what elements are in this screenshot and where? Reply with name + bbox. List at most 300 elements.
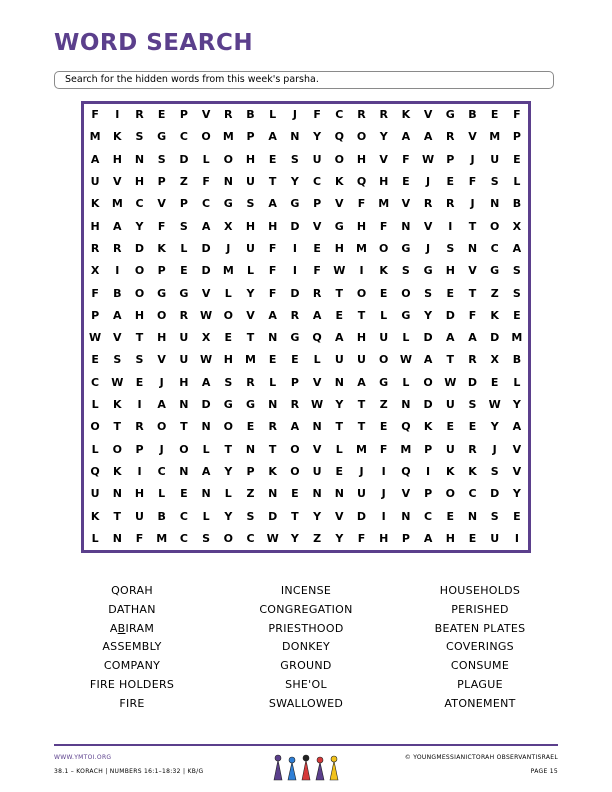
grid-letter: O [356,130,367,144]
grid-letter: A [423,353,433,367]
grid-letter: U [312,464,322,478]
grid-letter: G [423,264,433,278]
grid-letter: U [445,442,455,456]
grid-letter: M [156,531,168,545]
grid-letter: N [223,175,233,189]
grid-letter: P [246,130,255,144]
grid-letter: A [290,420,300,434]
grid-letter: V [113,331,122,345]
grid-letter: U [90,487,100,501]
grid-letter: B [113,286,122,300]
grid-letter: N [467,241,478,255]
word-list-item: FIRE HOLDERS [89,678,175,691]
footer-website: WWW.YMTOI.ORG [54,754,112,761]
grid-letter: A [201,375,211,389]
grid-letter: P [424,442,433,456]
grid-letter: W [333,264,346,278]
grid-letter: C [135,197,144,211]
grid-letter: D [201,264,211,278]
grid-letter: T [357,398,366,412]
grid-letter: C [179,130,188,144]
grid-letter: O [157,308,167,322]
grid-letter: R [135,108,144,122]
grid-letter: Q [312,331,322,345]
grid-letter: Z [179,175,188,189]
word-list-item: COMPANY [103,659,161,673]
grid-letter: O [112,442,122,456]
grid-letter: G [223,197,233,211]
grid-letter: R [113,241,122,255]
grid-letter: S [490,175,499,189]
grid-letter: Y [313,509,322,523]
grid-letter: P [246,464,255,478]
grid-letter: G [157,130,167,144]
grid-letter: K [268,464,277,478]
grid-letter: P [157,175,166,189]
grid-letter: L [202,152,210,166]
grid-letter: F [357,531,366,545]
word-list-item: PLAGUE [457,678,503,691]
grid-letter: N [334,487,344,501]
grid-letter: O [201,130,211,144]
grid-letter: B [157,509,166,523]
grid-letter: A [512,420,522,434]
footer-copyright: © YOUNGMESSIANICTORAH OBSERVANTISRAEL [404,754,558,761]
grid-letter: J [470,152,475,166]
grid-letter: S [246,197,255,211]
grid-letter: R [379,108,388,122]
grid-letter: T [357,308,366,322]
grid-letter: G [401,241,411,255]
grid-letter: F [357,197,366,211]
grid-letter: T [224,442,233,456]
grid-letter: B [468,108,477,122]
grid-letter: V [335,509,344,523]
grid-letter: T [335,286,344,300]
grid-letter: K [335,175,344,189]
grid-letter: P [313,197,322,211]
grid-letter: J [470,197,475,211]
grid-letter: E [180,264,188,278]
grid-letter: S [401,264,410,278]
grid-letter: H [268,219,278,233]
footer-reference: 38.1 – KORACH | NUMBERS 16:1–18:32 | KB/G [54,768,204,775]
grid-letter: S [290,152,299,166]
grid-letter: K [90,197,100,211]
grid-letter: A [423,130,433,144]
grid-letter: T [446,353,455,367]
grid-letter: U [179,331,189,345]
grid-letter: R [135,420,144,434]
grid-letter: F [379,219,388,233]
grid-letter: G [379,375,389,389]
grid-letter: M [222,130,234,144]
grid-letter: H [379,175,389,189]
grid-letter: E [490,375,499,389]
grid-letter: W [488,398,501,412]
grid-letter: S [157,152,166,166]
grid-letter: A [113,308,122,322]
grid-letter: V [201,108,211,122]
grid-letter: L [513,375,521,389]
grid-letter: V [335,197,344,211]
grid-letter: Z [379,398,388,412]
grid-letter: L [202,509,210,523]
grid-letter: N [312,420,322,434]
grid-letter: R [224,108,233,122]
word-list-item: HOUSEHOLDS [439,584,521,597]
grid-letter: S [490,509,499,523]
grid-letter: V [468,264,477,278]
grid-letter: U [135,509,144,523]
grid-letter: O [401,286,411,300]
grid-letter: H [445,264,455,278]
grid-letter: B [246,108,255,122]
grid-letter: E [291,353,299,367]
grid-letter: X [490,353,499,367]
grid-letter: V [468,130,477,144]
grid-letter: L [380,308,388,322]
grid-letter: U [490,152,500,166]
grid-letter: D [423,331,433,345]
word-list-item: PERISHED [451,602,509,616]
grid-letter: Q [90,464,100,478]
grid-letter: P [91,308,100,322]
grid-letter: G [401,308,411,322]
grid-letter: A [90,152,100,166]
grid-letter: F [202,175,210,189]
grid-letter: O [223,420,233,434]
grid-letter: Y [224,464,233,478]
grid-letter: W [89,331,102,345]
grid-letter: I [137,398,142,412]
grid-letter: Y [290,531,299,545]
grid-letter: H [112,152,122,166]
grid-letter: E [180,487,188,501]
grid-letter: R [357,108,366,122]
word-list-item: SWALLOWED [268,696,344,710]
grid-letter: A [157,398,166,412]
grid-letter: H [356,331,367,345]
grid-letter: F [157,219,166,233]
word-list-item: ASSEMBLY [102,640,162,654]
grid-letter: N [268,487,278,501]
grid-letter: P [179,197,188,211]
grid-letter: I [292,241,297,255]
grid-letter: O [423,375,433,389]
grid-letter: E [135,375,144,389]
grid-letter: C [202,197,211,211]
grid-letter: F [268,241,277,255]
grid-letter: D [268,509,278,523]
footer-divider [54,744,558,746]
grid-letter: I [115,108,120,122]
grid-letter: O [134,286,145,300]
grid-letter: E [446,175,455,189]
grid-letter: T [113,420,122,434]
grid-letter: A [468,331,477,345]
grid-letter: S [179,219,188,233]
word-list-item: CONGREGATION [259,602,353,616]
grid-letter: H [245,219,256,233]
grid-letter: U [179,353,189,367]
grid-letter: H [134,175,145,189]
grid-letter: O [223,308,233,322]
grid-letter: A [423,531,433,545]
grid-letter: J [226,241,231,255]
word-list-item: INCENSE [280,584,332,597]
word-list-item: FIRE [119,696,145,710]
grid-letter: X [201,331,211,345]
grid-letter: N [112,487,122,501]
grid-letter: A [268,308,277,322]
grid-letter: O [223,152,233,166]
grid-letter: H [134,487,145,501]
grid-letter: Y [224,509,233,523]
grid-letter: M [511,331,523,345]
grid-letter: I [115,264,120,278]
grid-letter: P [290,375,299,389]
children-logo-icon [268,752,348,782]
grid-letter: X [224,219,233,233]
grid-letter: E [291,487,299,501]
grid-letter: O [490,219,500,233]
grid-letter: H [90,219,100,233]
grid-letter: T [135,331,144,345]
grid-letter: W [422,152,435,166]
grid-letter: V [113,175,122,189]
grid-letter: E [335,464,344,478]
grid-letter: N [245,442,256,456]
grid-letter: A [268,197,277,211]
grid-letter: Y [424,308,433,322]
word-list-item: CONSUME [450,659,510,673]
grid-letter: D [490,487,500,501]
grid-letter: T [468,286,477,300]
grid-letter: E [246,420,255,434]
grid-letter: J [159,442,164,456]
grid-letter: N [268,398,278,412]
grid-letter: M [356,442,367,456]
grid-letter: T [268,442,277,456]
grid-letter: A [201,219,211,233]
grid-letter: P [135,442,144,456]
grid-letter: N [401,219,411,233]
grid-letter: C [91,375,100,389]
grid-letter: I [426,464,431,478]
grid-letter: T [268,175,277,189]
grid-letter: L [180,241,188,255]
grid-letter: G [490,264,500,278]
word-list-item: BEATEN PLATES [434,621,526,635]
footer-page-number: PAGE 15 [530,768,558,775]
grid-letter: H [223,353,233,367]
grid-letter: W [444,375,457,389]
grid-letter: E [157,108,166,122]
word-list-item: PRIESTHOOD [268,621,344,635]
grid-letter: L [269,108,277,122]
grid-letter: K [90,509,100,523]
grid-letter: U [445,398,455,412]
grid-letter: N [112,531,122,545]
word-list-item: GROUND [280,659,332,673]
grid-letter: X [512,219,522,233]
grid-letter: H [356,219,367,233]
grid-letter: T [246,331,255,345]
grid-letter: F [313,264,321,278]
grid-letter: A [357,375,366,389]
grid-letter: M [400,442,412,456]
grid-letter: C [335,108,344,122]
grid-letter: N [467,509,478,523]
grid-letter: O [90,420,100,434]
grid-letter: C [468,487,477,501]
grid-letter: F [135,531,144,545]
grid-letter: P [401,531,410,545]
grid-letter: P [512,130,521,144]
grid-letter: C [424,509,433,523]
grid-letter: U [246,175,255,189]
grid-letter: O [179,442,189,456]
grid-letter: V [312,375,322,389]
grid-letter: I [381,509,386,523]
grid-letter: U [357,353,366,367]
grid-letter: N [268,331,278,345]
grid-letter: R [246,375,255,389]
grid-letter: W [200,353,213,367]
grid-letter: O [223,531,233,545]
grid-letter: H [356,152,367,166]
grid-letter: H [379,531,389,545]
grid-letter: D [201,241,211,255]
grid-letter: T [113,509,122,523]
grid-letter: R [468,353,477,367]
grid-letter: M [378,197,390,211]
grid-letter: U [379,331,389,345]
grid-letter: A [268,130,277,144]
grid-letter: Y [335,398,344,412]
grid-letter: L [91,531,99,545]
grid-letter: L [91,442,99,456]
grid-letter: L [246,264,254,278]
grid-letter: D [134,241,145,255]
grid-letter: I [514,531,519,545]
grid-letter: N [134,152,145,166]
grid-letter: U [246,241,255,255]
grid-letter: E [513,509,521,523]
grid-letter: I [359,264,364,278]
grid-letter: R [423,197,433,211]
grid-letter: T [335,420,344,434]
grid-letter: R [446,130,455,144]
grid-letter: D [179,152,189,166]
grid-letter: O [379,353,389,367]
instructions-box: Search for the hidden words from this week's parsha. [54,71,554,89]
grid-letter: W [266,531,279,545]
grid-letter: K [379,264,388,278]
grid-letter: G [290,331,300,345]
grid-letter: S [135,353,144,367]
grid-letter: F [468,175,477,189]
grid-letter: O [134,264,145,278]
grid-letter: O [334,152,344,166]
grid-letter: K [113,398,122,412]
grid-letter: Q [356,175,367,189]
grid-letter: P [424,487,433,501]
grid-letter: H [334,241,344,255]
grid-letter: L [158,487,166,501]
grid-letter: Y [290,175,299,189]
grid-letter: J [159,375,164,389]
grid-letter: S [490,464,499,478]
grid-letter: N [312,487,322,501]
grid-letter: S [468,398,477,412]
grid-letter: V [201,286,211,300]
grid-letter: K [446,464,455,478]
grid-letter: E [379,286,388,300]
grid-letter: S [135,130,144,144]
grid-letter: I [292,264,297,278]
grid-letter: Y [512,398,521,412]
grid-letter: N [179,398,189,412]
grid-letter: D [201,398,211,412]
grid-letter: F [268,286,277,300]
grid-letter: A [335,331,344,345]
grid-letter: M [245,353,256,367]
grid-letter: V [401,197,411,211]
grid-letter: V [246,308,255,322]
grid-letter: O [445,487,455,501]
grid-letter: E [313,241,321,255]
grid-letter: M [111,197,123,211]
page-title: WORD SEARCH [54,30,254,56]
word-search-grid [81,101,531,553]
grid-letter: V [312,219,322,233]
grid-letter: U [312,152,322,166]
grid-letter: D [467,375,478,389]
grid-letter: A [201,464,211,478]
grid-letter: Y [512,487,521,501]
grid-letter: W [311,398,324,412]
grid-letter: S [246,509,255,523]
grid-letter: R [179,308,189,322]
grid-letter: S [512,286,521,300]
grid-letter: F [402,152,410,166]
grid-letter: D [490,331,500,345]
grid-letter: V [423,108,433,122]
grid-letter: N [201,420,211,434]
grid-letter: T [357,420,366,434]
grid-letter: M [222,264,234,278]
grid-letter: R [468,442,477,456]
grid-letter: E [446,286,455,300]
grid-letter: E [513,308,521,322]
grid-letter: P [157,264,166,278]
grid-letter: Y [379,130,388,144]
grid-letter: N [179,464,189,478]
grid-letter: L [402,331,410,345]
grid-letter: Z [313,531,322,545]
grid-letter: E [268,152,277,166]
grid-letter: L [402,375,410,389]
grid-letter: E [402,175,410,189]
grid-letter: D [356,509,367,523]
grid-letter: Z [246,487,255,501]
grid-letter: C [179,509,188,523]
grid-letter: V [423,219,433,233]
grid-letter: S [113,353,122,367]
grid-letter: N [290,130,300,144]
